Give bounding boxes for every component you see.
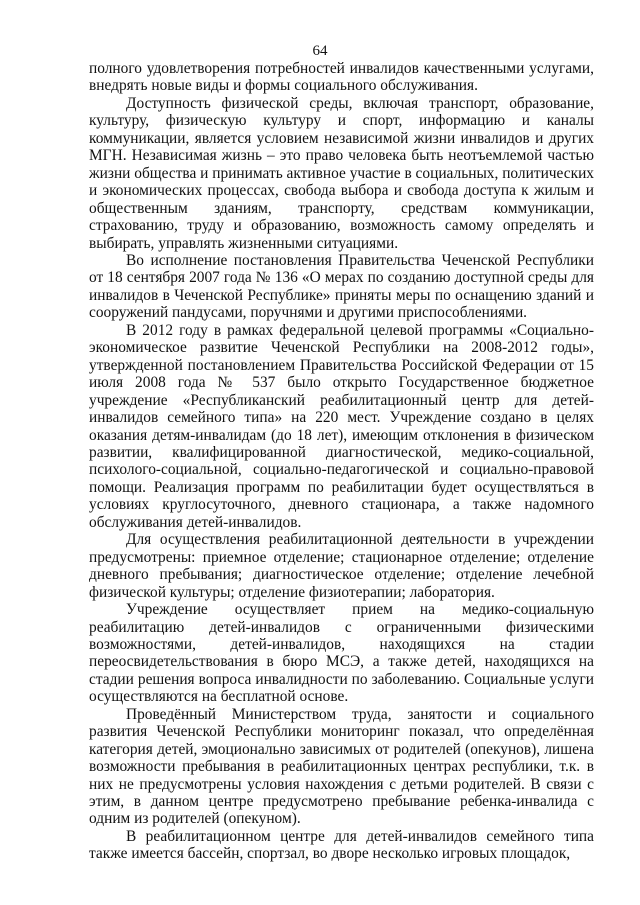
page-number: 64 <box>312 43 328 59</box>
paragraph-continuation: полного удовлетворения потребностей инвалидов качественными услугами, внедрять новые виды и формы социального обслуживания. <box>89 60 594 95</box>
paragraph-government-resolution: Во исполнение постановления Правительства Чеченской Республики от 18 сентября 2007 года № 136 «О мерах по созданию доступной среды для инвалидов в Чеченской Республике» приняты меры по оснащению зданий и сооружений пандусами, поручнями и другими приспособлениями. <box>89 251 594 322</box>
body-text <box>89 60 594 863</box>
paragraph-accessibility: Доступность физической среды, включая транспорт, образование, культуру, физическую культуру и спорт, информацию и каналы коммуникации, является условием независимой жизни инвалидов и других МГН. Независимая жизнь – это право человека быть неотъемлемой частью жизни общества и принимать активное участие в социальных, политических и экономических процессах, свобода выбора и свобода доступа к жилым и общественным зданиям, транспорту, средствам коммуникации, страхованию, труду и образованию, возможность самому определять и выбирать, управлять жизненными ситуациями. <box>89 94 594 252</box>
paragraph-admission: Учреждение осуществляет прием на медико-социальную реабилитацию детей-инвалидов с ограниченными физическими возможностями, детей-инвалидов, находящихся на стадии переосвидетельствования в бюро МСЭ, а также детей, находящихся на стадии решения вопроса инвалидности по заболеванию. Социальные услуги осуществляются на бесплатной основе. <box>89 601 594 706</box>
paragraph-rehabilitation-center: В 2012 году в рамках федеральной целевой программы «Социально-экономическое развитие Чеченской Республики на 2008-2012 годы», утвержденной постановлением Правительства Российской Федерации от 15 июля 2008 года № 537 было открыто Государственное бюджетное учреждение «Республиканский реабилитационный центр для детей-инвалидов семейного типа» на 220 мест. Учреждение создано в целях оказания детям-инвалидам (до 18 лет), имеющим отклонения в физическом развитии, квалифицированной диагностической, медико-социальной, психолого-социальной, социально-педагогической и социально-правовой помощи. Реализация программ по реабилитации будет осуществляться в условиях круглосуточного, дневного стационара, а также надомного обслуживания детей-инвалидов. <box>89 321 594 531</box>
paragraph-facilities: В реабилитационном центре для детей-инвалидов семейного типа также имеется бассейн, спортзал, во дворе несколько игровых площадок, <box>89 827 594 863</box>
paragraph-monitoring: Проведённый Министерством труда, занятости и социального развития Чеченской Республики мониторинг показал, что определённая категория детей, эмоционально зависимых от родителей (опекунов), лишена возможности пребывания в реабилитационных центрах республики, т.к. в них не предусмотрены условия нахождения с детьми родителей. В связи с этим, в данном центре предусмотрено пребывание ребенка-инвалида с одним из родителей (опекуном). <box>89 705 594 828</box>
paragraph-departments: Для осуществления реабилитационной деятельности в учреждении предусмотрены: приемное отделение; стационарное отделение; отделение дневного пребывания; диагностическое отделение; отделение лечебной физической культуры; отделение физиотерапии; лаборатория. <box>89 531 594 601</box>
